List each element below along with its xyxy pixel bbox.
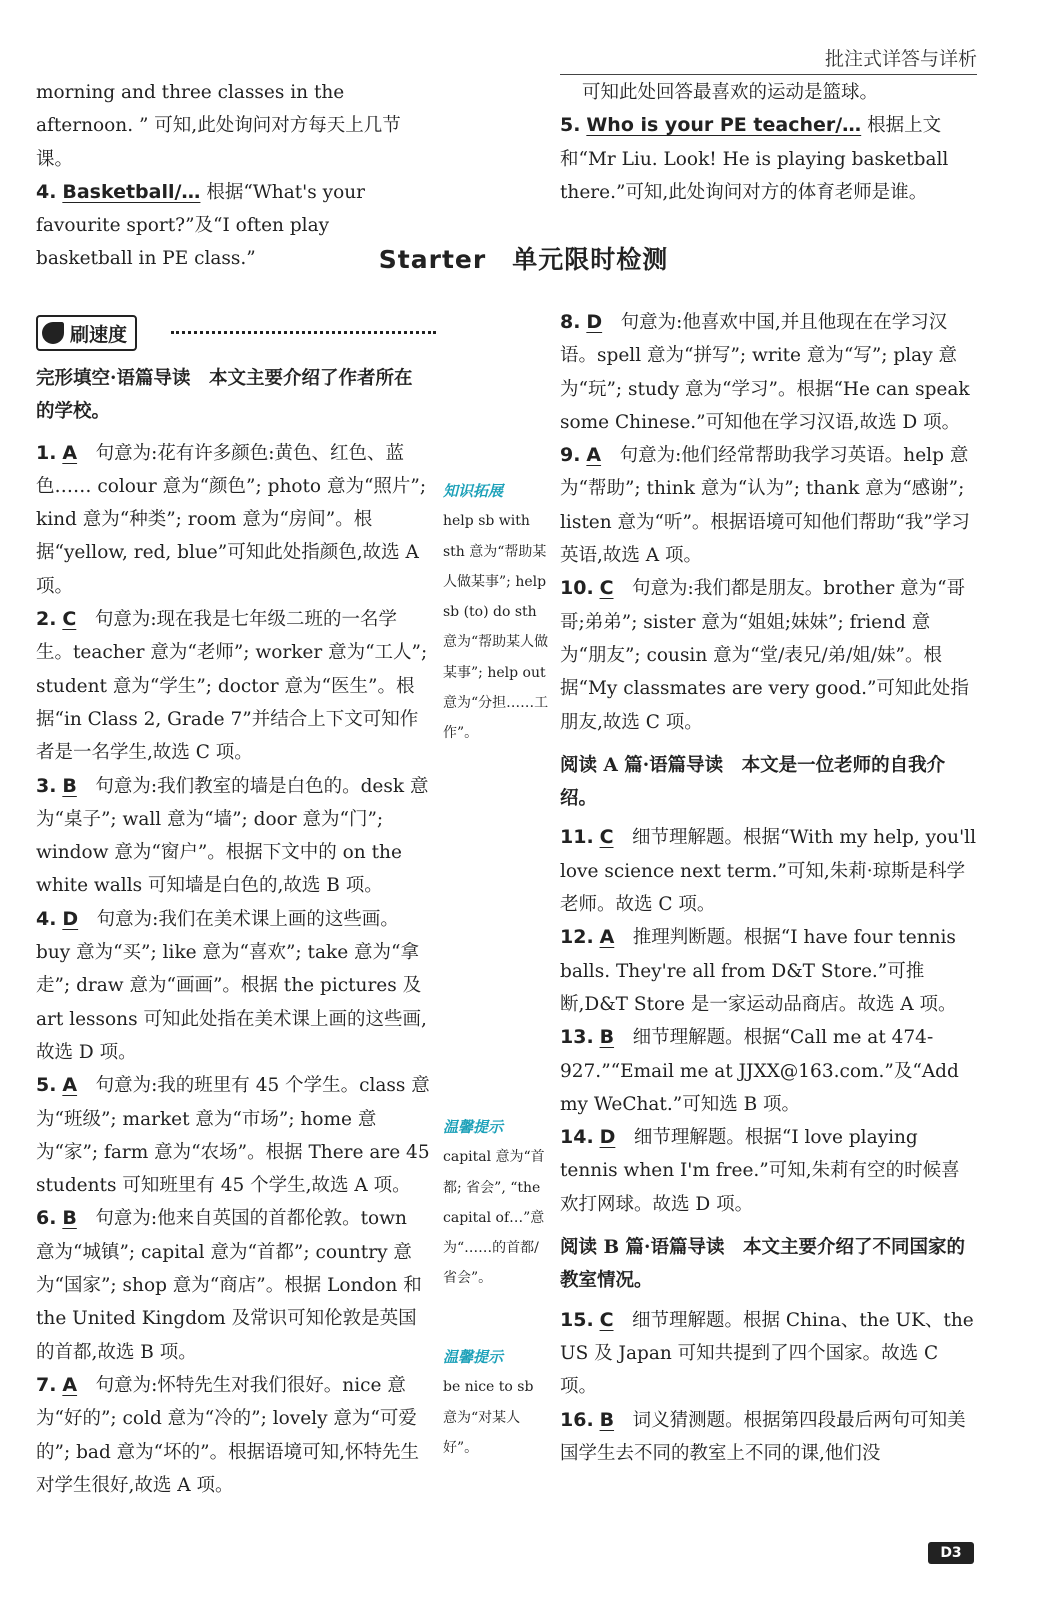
- dotted-divider: [171, 331, 436, 334]
- left-item-7: 7. A 句意为:怀特先生对我们很好。nice 意为“好的”; cold 意为“冷的”; lovely 意为“可爱的”; bad 意为“坏的”。根据语境可知,怀特先生对学生很好,故选 A 项。: [36, 1373, 419, 1496]
- rocket-icon: [42, 322, 64, 344]
- side-note-3-title: 温馨提示: [443, 1348, 504, 1366]
- section-title: Starter 单元限时检测: [378, 245, 669, 274]
- side-note-2: [443, 1112, 551, 1294]
- right-item-13: 13. B 细节理解题。根据“Call me at 474-927.”“Email me at JJXX@163.com.”及“Add my WeChat.”可知选 B 项。: [560, 1026, 959, 1115]
- left-item-5: 5. A 句意为:我的班里有 45 个学生。class 意为“班级”; market 意为“市场”; home 意为“家”; farm 意为“农场”。根据 There are 45 students 可知班里有 45 个学生,故选 A 项。: [36, 1074, 430, 1197]
- right-item-16: 16. B 词义猜测题。根据第四段最后两句可知美国学生去不同的教室上不同的课,他们没: [560, 1408, 966, 1464]
- right-item-10: 10. C 句意为:我们都是朋友。brother 意为“哥哥;弟弟”; sister 意为“姐姐;妹妹”; friend 意为“朋友”; cousin 意为“堂/表兄/弟/姐/妹”。根据“My classmates are very good.”可知此处指朋友,故选 C 项。: [560, 577, 969, 733]
- badge-label: 刷速度: [70, 323, 128, 346]
- right-item-15: 15. C 细节理解题。根据 China、the UK、the US 及 Japan 可知共提到了四个国家。故选 C 项。: [560, 1308, 974, 1398]
- top-right-para-2: 5. Who is your PE teacher/… 根据上文和“Mr Liu. Look! He is playing basketball there.”可知,此处询问对方的体育老师是谁。: [560, 114, 949, 203]
- left-item-3: 3. B 句意为:我们教室的墙是白色的。desk 意为“桌子”; wall 意为“墙”; door 意为“门”; window 意为“窗户”。根据下文中的 on the white walls 可知墙是白色的,故选 B 项。: [36, 774, 429, 897]
- left-item-6: 6. B 句意为:他来自英国的首都伦敦。town 意为“城镇”; capital 意为“首都”; country 意为“国家”; shop 意为“商店”。根据 London 和 the United Kingdom 及常识可知伦敦是英国的首都,故选 B 项。: [36, 1207, 422, 1363]
- right-item-11: 11. C 细节理解题。根据“With my help, you'll love science next term.”可知,朱莉·琼斯是科学老师。故选 C 项。: [560, 826, 977, 916]
- right-item-9: 9. A 句意为:他们经常帮助我学习英语。help 意为“帮助”; think 意为“认为”; thank 意为“感谢”; listen 意为“听”。根据语境可知他们帮助“我”学习英语,故选 A 项。: [560, 444, 970, 567]
- top-left-para-1: morning and three classes in the afternoon. ” 可知,此处询问对方每天上几节课。: [36, 82, 401, 170]
- right-item-14: 14. D 细节理解题。根据“I love playing tennis when I'm free.”可知,朱莉有空的时候喜欢打网球。故选 D 项。: [560, 1126, 960, 1215]
- top-left-para-2: 4. Basketball/… 根据“What's your favourite sport?”及“I often play basketball in PE class.”: [36, 180, 365, 270]
- header-title: 批注式详答与详析: [824, 48, 977, 70]
- left-item-4: 4. D 句意为:我们在美术课上画的这些画。buy 意为“买”; like 意为“喜欢”; take 意为“拿走”; draw 意为“画画”。根据 the pictures 及 art lessons 可知此处指在美术课上画的这些画,故选 D 项。: [36, 907, 427, 1063]
- top-right-column: [560, 76, 978, 209]
- speed-badge: [36, 315, 436, 351]
- side-note-2-title: 温馨提示: [443, 1118, 504, 1136]
- top-right-para-1: 可知此处回答最喜欢的运动是篮球。: [582, 82, 879, 103]
- right-item-8: 8. D 句意为:他喜欢中国,并且他现在在学习汉语。spell 意为“拼写”; write 意为“写”; play 意为“玩”; study 意为“学习”。根据“He can speak some Chinese.”可知他在学习汉语,故选 D 项。: [560, 311, 970, 433]
- left-item-1: 1. A 句意为:花有许多颜色:黄色、红色、蓝色…… colour 意为“颜色”; photo 意为“照片”; kind 意为“种类”; room 意为“房间”。根据“yellow, red, blue”可知此处指颜色,故选 A 项。: [36, 441, 427, 597]
- cloze-intro: 完形填空·语篇导读 本文主要介绍了作者所在的学校。: [36, 368, 413, 423]
- side-note-1: [443, 476, 551, 749]
- side-note-1-text: help sb with sth 意为“帮助某人做某事”; help sb (to) do sth 意为“帮助某人做某事”; help out 意为“分担……工作”。: [443, 513, 549, 742]
- page-number: D3: [928, 1542, 974, 1564]
- side-note-3: [443, 1342, 551, 1463]
- right-column: [560, 306, 976, 1470]
- left-item-2: 2. C 句意为:现在我是七年级二班的一名学生。teacher 意为“老师”; worker 意为“工人”; student 意为“学生”; doctor 意为“医生”。根据“in Class 2, Grade 7”并结合上下文可知作者是一名学生,故选 C 项。: [36, 608, 428, 764]
- side-note-3-text: be nice to sb 意为“对某人好”。: [443, 1379, 534, 1456]
- reading-a-intro: 阅读 A 篇·语篇导读 本文是一位老师的自我介绍。: [560, 754, 946, 810]
- side-note-2-text: capital 意为“首都; 省会”, “the capital of…”意为“……的首都/省会”。: [443, 1149, 545, 1287]
- left-column: [36, 362, 430, 1502]
- reading-b-intro: 阅读 B 篇·语篇导读 本文主要介绍了不同国家的教室情况。: [560, 1237, 965, 1292]
- header-divider: [560, 74, 977, 75]
- side-note-1-title: 知识拓展: [443, 482, 504, 500]
- right-item-12: 12. A 推理判断题。根据“I have four tennis balls. They're all from D&T Store.”可推断,D&T Store 是一家运动品商店。故选 A 项。: [560, 926, 957, 1015]
